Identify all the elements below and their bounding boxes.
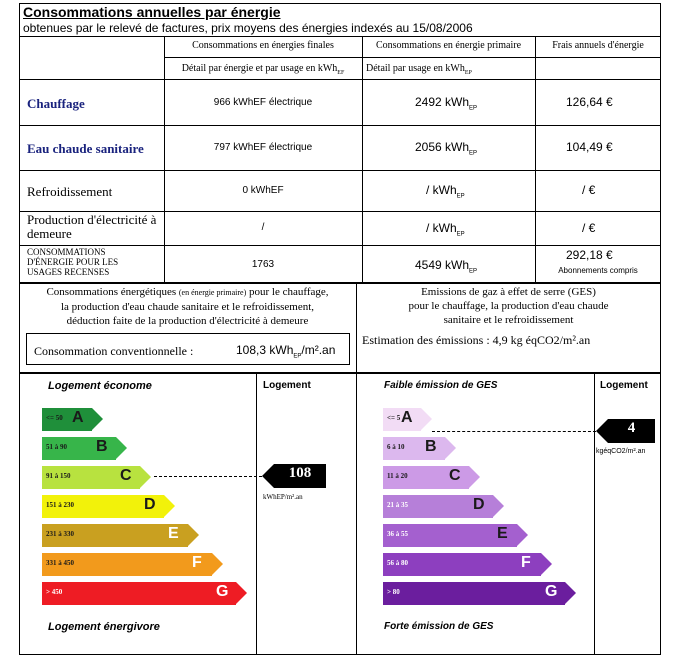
energy-class-range: > 450 [46,588,63,596]
energy-class-letter: G [216,583,229,600]
ges-class-a [383,408,421,431]
energy-logement-header: Logement [263,380,311,391]
row-finale-total: 1763 [251,259,275,270]
ges-class-g [383,582,565,605]
ges-class-range: 21 à 35 [387,501,408,509]
energy-class-letter: B [96,438,108,455]
ges-class-letter: B [425,438,437,455]
row-finale-chauffage: 966 kWhEF électrique [213,97,313,108]
ges-class-letter: D [473,496,485,513]
energy-value-unit: kWhEP/m².an [263,493,303,501]
energy-class-letter: A [72,409,84,426]
ges-class-b [383,437,445,460]
conv-value: 108,3 kWh$_{EP}$/m².an [236,343,336,360]
row-primaire-total: 4549 kWh$_{EP}$ [415,258,478,275]
row-label-eau-chaude: Eau chaude sanitaire [27,141,144,156]
energy-label-bottom: Logement énergivore [48,621,160,633]
col-detail-primaire: Détail par usage en kWh$_{EP}$ [366,63,472,76]
row-frais-eau-chaude: 104,49 € [566,140,613,154]
row-primaire-refroidissement: / kWh$_{EP}$ [426,183,465,200]
ges-class-letter: C [449,467,461,484]
col-detail-finales: Détail par énergie et par usage en kWh$_{EF}$ [181,63,345,76]
row-label-chauffage: Chauffage [27,96,85,111]
ges-class-range: > 80 [387,588,400,596]
energy-value: 108 [288,465,312,481]
energy-class-letter: C [120,467,132,484]
row-primaire-chauffage: 2492 kWh$_{EP}$ [415,95,478,112]
energy-class-range: 151 à 230 [46,501,74,509]
ges-label-bottom: Forte émission de GES [384,621,494,632]
ges-class-c [383,466,469,489]
conv-label: Consommation conventionnelle : [34,344,194,358]
row-primaire-production: / kWh$_{EP}$ [426,221,465,238]
ges-value: 4 [627,420,636,436]
energy-class-letter: E [168,525,179,542]
ges-logement-header: Logement [600,380,648,391]
energy-indicator-arrow [262,464,274,488]
page-title: Consommations annuelles par énergie [23,4,281,20]
energy-class-range: 331 à 450 [46,559,74,567]
row-finale-production: / [261,222,265,233]
row-frais-refroidissement: / € [582,183,596,197]
col-header-primaire: Consommations en énergie primaire [375,40,522,51]
summary-left-text: Consommations énergétiques (en énergie primaire) pour le chauffage, la production d'eau chaude sanitaire et le refroidissement, déduction faite de la production d'électricité à demeure [46,286,329,327]
row-frais-total-note: Abonnements compris [558,266,638,275]
ges-class-range: 56 à 80 [387,559,408,567]
energy-label-top: Logement économe [48,380,152,392]
ges-class-range: <= 5 [387,414,401,422]
energy-class-range: <= 50 [46,414,63,422]
energy-class-range: 91 à 150 [46,472,71,480]
col-header-finales: Consommations en énergies finales [192,40,334,51]
row-finale-refroidissement: 0 kWhEF [242,185,284,196]
row-label-total: CONSOMMATIONS D'ÉNERGIE POUR LES USAGES RECENSES [27,247,119,277]
energy-class-range: 51 à 90 [46,443,67,451]
ges-class-f [383,553,541,576]
page-subtitle: obtenues par le relevé de factures, prix moyens des énergies indexés au 15/08/2006 [23,21,473,35]
energy-class-b [42,437,116,460]
energy-class-g [42,582,236,605]
ges-class-range: 6 à 10 [387,443,405,451]
ges-class-letter: G [545,583,558,600]
ges-indicator-arrow [596,419,608,443]
emissions-estimate: Estimation des émissions : 4,9 kg éqCO2/m².an [362,333,591,347]
energy-class-d [42,495,164,518]
ges-value-unit: kgéqCO2/m².an [596,448,646,455]
col-header-frais: Frais annuels d'énergie [552,40,644,51]
ges-class-e [383,524,517,547]
row-finale-eau-chaude: 797 kWhEF électrique [213,142,313,153]
energy-class-range: 231 à 330 [46,530,74,538]
energy-indicator-line [154,476,262,477]
energy-class-a [42,408,92,431]
energy-class-c [42,466,140,489]
ges-class-letter: A [401,409,413,426]
ges-class-letter: E [497,525,508,542]
ges-class-range: 11 à 20 [387,472,408,480]
row-frais-production: / € [582,221,596,235]
ges-label-top: Faible émission de GES [384,380,498,391]
row-label-refroidissement: Refroidissement [27,184,113,199]
row-frais-chauffage: 126,64 € [566,95,613,109]
summary-right-text: Emissions de gaz à effet de serre (GES) pour le chauffage, la production d'eau chaude sanitaire et le refroidissement [408,286,609,326]
ges-indicator-line [432,431,596,432]
energy-class-f [42,553,212,576]
row-primaire-eau-chaude: 2056 kWh$_{EP}$ [415,140,478,157]
energy-class-e [42,524,188,547]
row-frais-total: 292,18 € [566,248,613,262]
ges-class-d [383,495,493,518]
row-label-production: Production d'électricité à demeure [27,212,157,241]
ges-class-range: 36 à 55 [387,530,408,538]
ges-class-letter: F [521,554,531,571]
energy-class-letter: F [192,554,202,571]
energy-class-letter: D [144,496,156,513]
